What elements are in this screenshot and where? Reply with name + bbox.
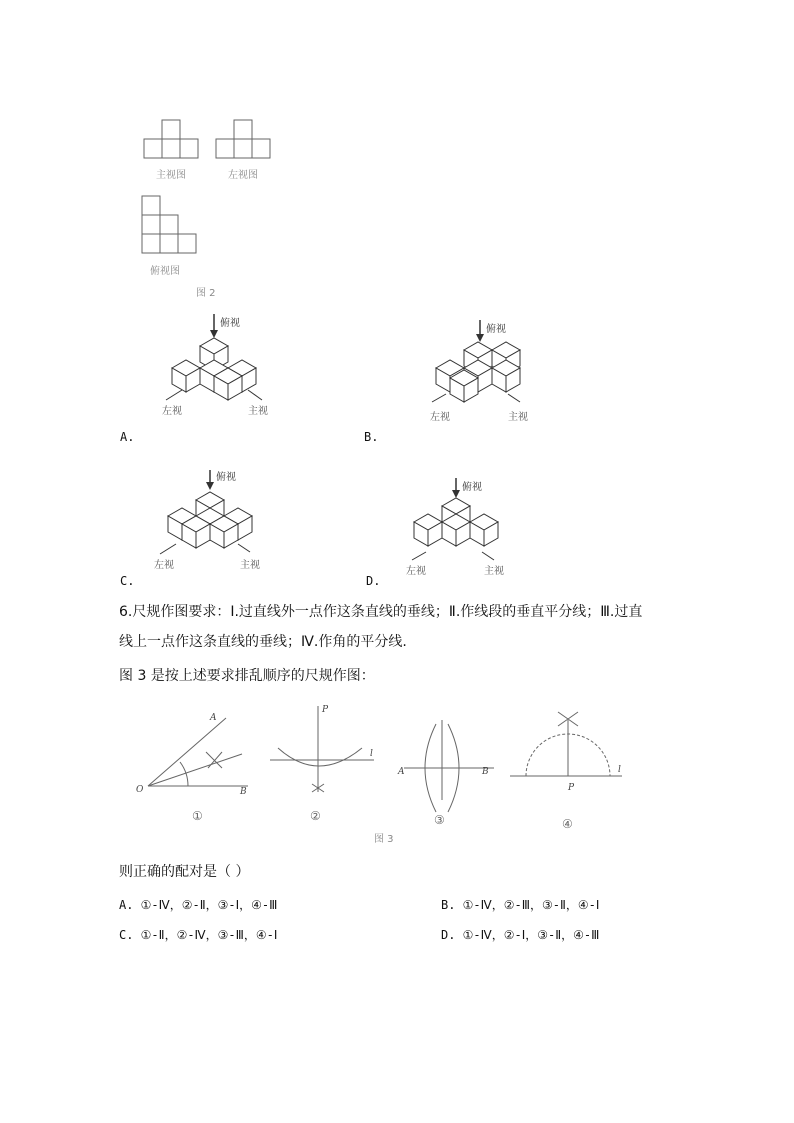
option-b-cubes (428, 316, 578, 436)
construction-figure-3 (394, 702, 514, 832)
figure2-caption: 图 2 (196, 288, 216, 299)
question6-prompt: 则正确的配对是（ ） (119, 864, 250, 880)
left-view-caption: 左视图 (228, 170, 258, 181)
fig2-label-l: l (370, 749, 373, 759)
option-b-top-label: 俯视 (486, 324, 506, 335)
top-view-caption: 俯视图 (150, 266, 180, 277)
figure3-caption: 图 3 (374, 834, 394, 845)
choice-a: A. ①-Ⅳ，②-Ⅱ，③-Ⅰ，④-Ⅲ (119, 898, 278, 912)
fig1-label-A: A (210, 713, 217, 723)
choice-c: C. ①-Ⅱ，②-Ⅳ，③-Ⅲ，④-Ⅰ (119, 928, 278, 942)
fig3-number: ③ (434, 813, 445, 827)
option-d-front-label: 主视 (484, 566, 504, 577)
option-c-left-label: 左视 (154, 560, 174, 571)
left-view-figure (216, 120, 276, 160)
option-d-top-label: 俯视 (462, 482, 482, 493)
fig4-number: ④ (562, 817, 573, 831)
choice-b: B. ①-Ⅳ，②-Ⅲ，③-Ⅱ，④-Ⅰ (441, 898, 600, 912)
question6-line3: 图 3 是按上述要求排乱顺序的尺规作图： (119, 668, 375, 684)
option-a-label: A. (120, 430, 135, 444)
fig3-label-B: B (482, 767, 489, 777)
question6-line1: 6.尺规作图要求：Ⅰ.过直线外一点作这条直线的垂线；Ⅱ.作线段的垂直平分线；Ⅲ.过直 (119, 604, 643, 620)
option-a-cubes (156, 312, 306, 432)
question6-line2: 线上一点作这条直线的垂线；Ⅳ.作角的平分线. (119, 634, 407, 650)
option-a-left-label: 左视 (162, 406, 182, 417)
option-d-label: D. (366, 574, 381, 588)
front-view-figure (144, 120, 204, 160)
construction-figure-1 (130, 708, 260, 838)
option-c-top-label: 俯视 (216, 472, 236, 483)
fig2-label-P: P (322, 705, 329, 715)
fig4-label-P: P (568, 783, 575, 793)
fig1-label-B: B (240, 787, 247, 797)
top-view-figure (142, 196, 202, 256)
option-a-front-label: 主视 (248, 406, 268, 417)
option-c-front-label: 主视 (240, 560, 260, 571)
option-d-cubes (404, 472, 554, 592)
option-a-top-label: 俯视 (220, 318, 240, 329)
option-b-front-label: 主视 (508, 412, 528, 423)
option-c-label: C. (120, 574, 135, 588)
fig3-label-A: A (398, 767, 405, 777)
fig2-number: ② (310, 809, 321, 823)
option-c-cubes (150, 466, 300, 586)
fig1-number: ① (192, 809, 203, 823)
fig1-label-O: O (136, 785, 144, 795)
option-b-left-label: 左视 (430, 412, 450, 423)
front-view-caption: 主视图 (156, 170, 186, 181)
construction-figure-2 (266, 700, 386, 830)
construction-figure-4 (506, 708, 636, 838)
choice-d: D. ①-Ⅳ，②-Ⅰ，③-Ⅱ，④-Ⅲ (441, 928, 600, 942)
option-d-left-label: 左视 (406, 566, 426, 577)
option-b-label: B. (364, 430, 379, 444)
fig4-label-l: l (618, 765, 621, 775)
